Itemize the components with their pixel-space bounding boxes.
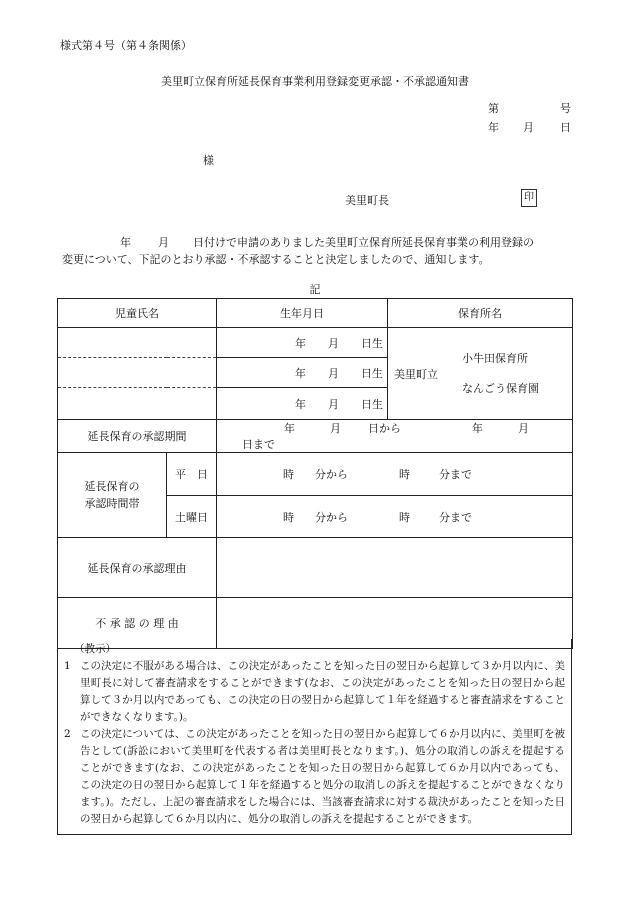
birth-month: 月 <box>328 336 339 350</box>
birth-date-cell-1[interactable] <box>217 328 388 358</box>
weekday-hour: 時 <box>283 468 294 481</box>
timeband-label-line2: 承認時間帯 <box>84 497 140 510</box>
doc-date-month: 月 <box>523 121 534 134</box>
period-month: 月 <box>330 422 341 435</box>
body-line1: 日付けで申請のありました美里町立保育所延長保育事業の利用登録の <box>193 236 534 249</box>
period-month-end: 月 <box>518 422 529 435</box>
nursery-prefix: 美里町立 <box>394 367 438 381</box>
birth-day: 日生 <box>361 366 383 380</box>
instructions-box <box>57 639 572 835</box>
birth-date-cell-3[interactable] <box>217 388 388 420</box>
body-line2: 変更について、下記のとおり承認・不承認することと決定しましたので、通知します。 <box>62 253 490 266</box>
instructions-header: （教示） <box>74 643 116 655</box>
birth-year: 年 <box>295 397 306 411</box>
weekday-label: 平 日 <box>167 453 217 496</box>
approval-period-label: 延長保育の承認期間 <box>58 420 217 453</box>
instruction-number: 2 <box>64 728 71 740</box>
approval-reason-label: 延長保育の承認理由 <box>58 538 217 598</box>
header-birth-date: 生年月日 <box>217 299 388 328</box>
birth-year: 年 <box>295 336 306 350</box>
doc-date-day: 日 <box>560 121 571 134</box>
period-from: 日から <box>368 422 401 435</box>
body-month: 月 <box>158 236 169 249</box>
header-nursery-name: 保育所名 <box>388 299 573 328</box>
addressee-suffix: 様 <box>203 154 214 167</box>
nursery-option-1[interactable]: 小牛田保育所 <box>462 351 528 365</box>
saturday-time-cell[interactable] <box>217 496 573 538</box>
saturday-from: 分から <box>315 510 348 524</box>
period-to: 日まで <box>242 438 275 451</box>
timeband-label <box>58 453 167 538</box>
timeband-label-line1: 延長保育の <box>84 480 140 493</box>
approval-period-cell[interactable] <box>217 420 573 453</box>
instruction-text: この決定については、この決定があったことを知った日の翌日から起算して６か月以内に、美里町を被告として(訴訟において美里町を代表する者は美里町長となります。)、処分の取消しの訴えを提起することができます(なお、この決定があったことを知った日の翌日から起算して６か月以内であっても、この決定の日の翌日から起算して１年を経過すると処分の取消しの訴えを提起することができなくなります。)。ただし、上記の審査請求をした場合には、当該審査請求に対する裁決があったことを知った日の翌日から起算して６か月以内に、処分の取消しの訴えを提起することができます。 <box>80 728 565 825</box>
weekday-from: 分から <box>315 468 348 481</box>
child-name-cell-1[interactable] <box>58 328 217 358</box>
instruction-item-1 <box>64 658 565 726</box>
saturday-hour-end: 時 <box>399 510 410 524</box>
nursery-cell <box>388 328 573 420</box>
form-number: 様式第４号（第４条関係） <box>60 39 192 52</box>
issuer-name: 美里町長 <box>345 194 389 207</box>
saturday-label: 土曜日 <box>167 496 217 538</box>
birth-date-cell-2[interactable] <box>217 358 388 388</box>
period-year-end: 年 <box>472 422 483 435</box>
rejection-reason-label: 不 承 認 の 理 由 <box>58 598 217 649</box>
header-child-name: 児童氏名 <box>58 299 217 328</box>
child-name-cell-3[interactable] <box>58 388 217 420</box>
doc-number-suffix: 号 <box>560 102 571 115</box>
birth-day: 日生 <box>361 336 383 350</box>
doc-number-prefix: 第 <box>488 102 499 115</box>
document-title: 美里町立保育所延長保育事業利用登録変更承認・不承認通知書 <box>161 75 469 88</box>
saturday-hour: 時 <box>283 510 294 524</box>
registration-table <box>57 298 573 649</box>
birth-year: 年 <box>295 366 306 380</box>
seal-mark: 印 <box>521 189 537 207</box>
nursery-option-2[interactable]: なんごう保育園 <box>462 381 539 395</box>
instruction-number: 1 <box>64 660 71 672</box>
birth-month: 月 <box>328 397 339 411</box>
weekday-hour-end: 時 <box>399 468 410 481</box>
birth-day: 日生 <box>361 397 383 411</box>
ki-heading: 記 <box>309 283 321 296</box>
approval-reason-cell[interactable] <box>217 538 573 598</box>
period-year: 年 <box>284 422 295 435</box>
doc-date-year: 年 <box>488 121 499 134</box>
child-name-cell-2[interactable] <box>58 358 217 388</box>
weekday-to: 分まで <box>439 468 472 481</box>
weekday-time-cell[interactable] <box>217 453 573 496</box>
birth-month: 月 <box>328 366 339 380</box>
saturday-to: 分まで <box>439 510 472 524</box>
instruction-text: この決定に不服がある場合は、この決定があったことを知った日の翌日から起算して３か月以内に、美里町長に対して審査請求をすることができます(なお、この決定があったことを知った日の翌日から起算して３か月以内であっても、この決定の日の翌日から起算して１年を経過すると審査請求をすることができなくなります。)。 <box>80 660 565 723</box>
body-year: 年 <box>120 236 131 249</box>
instruction-item-2 <box>64 726 565 828</box>
